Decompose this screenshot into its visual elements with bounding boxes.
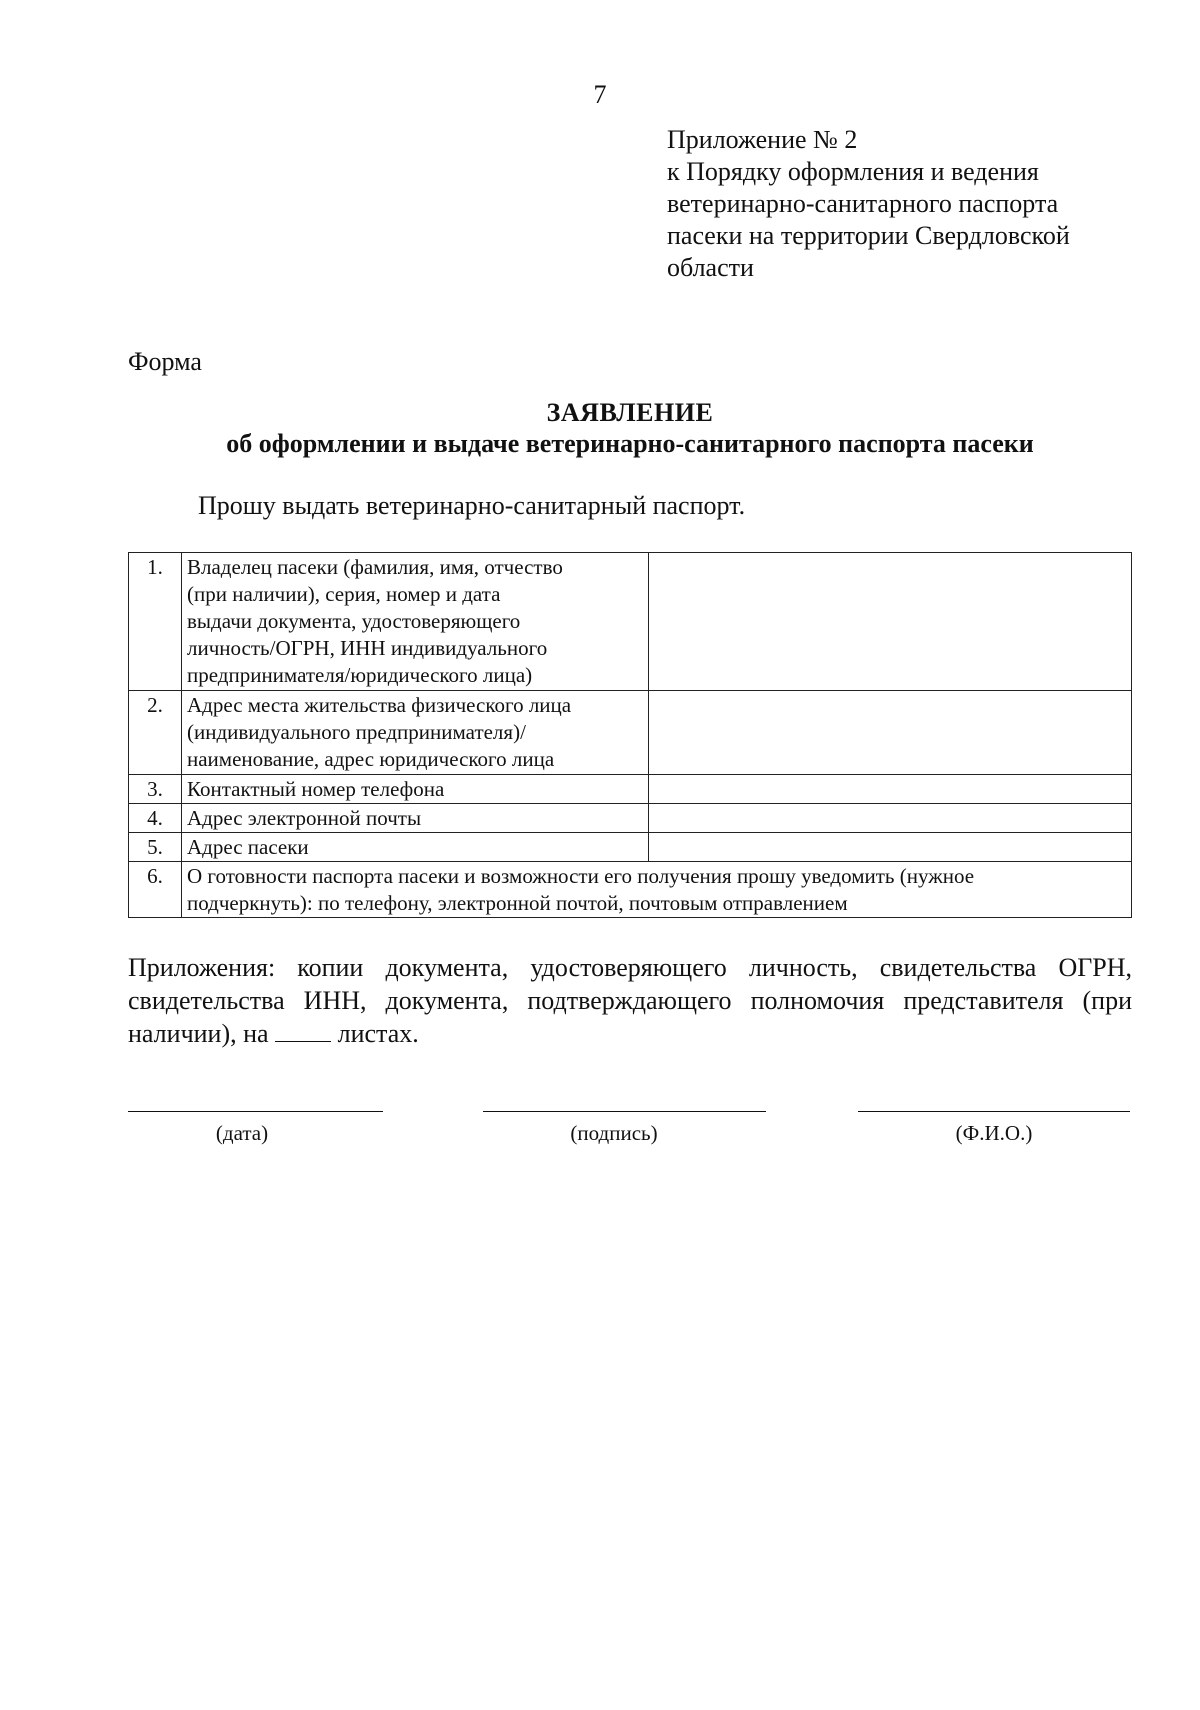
row-label-line: выдачи документа, удостоверяющего <box>187 609 521 633</box>
row-label <box>182 691 649 775</box>
application-table <box>128 552 1132 918</box>
row-label-line: О готовности паспорта пасеки и возможности его получения прошу уведомить (нужное <box>187 864 975 888</box>
appendix-line: ветеринарно-санитарного паспорта <box>667 189 1059 218</box>
name-line[interactable] <box>858 1111 1130 1112</box>
name-label: (Ф.И.О.) <box>955 1121 1033 1145</box>
row-label <box>182 775 649 804</box>
row-number: 1. <box>129 553 182 691</box>
row-label <box>182 833 649 862</box>
phone-value-cell[interactable] <box>649 775 1132 804</box>
row-label-line: Контактный номер телефона <box>187 777 445 801</box>
table-row <box>129 775 1132 804</box>
row-number: 4. <box>129 804 182 833</box>
row-label-line: (при наличии), серия, номер и дата <box>187 582 501 606</box>
row-label-line: Адрес места жительства физического лица <box>187 693 572 717</box>
row-label-line: Адрес пасеки <box>187 835 309 859</box>
row-label-line: предпринимателя/юридического лица) <box>187 663 533 687</box>
notification-method-cell <box>182 862 1132 918</box>
date-label: (дата) <box>215 1121 269 1145</box>
row-label-line: (индивидуального предпринимателя)/ <box>187 720 526 744</box>
row-label-line: наименование, адрес юридического лица <box>187 747 555 771</box>
appendix-line: области <box>667 253 754 282</box>
attachments-paragraph <box>128 951 1132 1050</box>
attachments-text-end: листах. <box>331 1019 419 1048</box>
signature-line[interactable] <box>483 1111 766 1112</box>
row-label-line: подчеркнуть): по телефону, электронной почтой, почтовым отправлением <box>187 891 848 915</box>
attachments-text: Приложения: копии документа, удостоверяющего личность, свидетельства ОГРН, свидетельства ИНН, документа, подтверждающего полномочия представителя (при наличии), на <box>128 953 1132 1048</box>
signature-label: (подпись) <box>570 1121 658 1145</box>
row-number: 3. <box>129 775 182 804</box>
appendix-line: Приложение № 2 <box>667 125 858 154</box>
table-row <box>129 862 1132 918</box>
row-number: 5. <box>129 833 182 862</box>
sheet-count-blank[interactable] <box>275 1019 331 1042</box>
row-label-line: личность/ОГРН, ИНН индивидуального <box>187 636 548 660</box>
appendix-line: к Порядку оформления и ведения <box>667 157 1039 186</box>
appendix-line: пасеки на территории Свердловской <box>667 221 1070 250</box>
request-text: Прошу выдать ветеринарно-санитарный паспорт. <box>198 491 746 520</box>
document-title: ЗАЯВЛЕНИЕ <box>546 398 714 427</box>
table-row <box>129 553 1132 691</box>
address-value-cell[interactable] <box>649 691 1132 775</box>
email-value-cell[interactable] <box>649 804 1132 833</box>
apiary-address-value-cell[interactable] <box>649 833 1132 862</box>
appendix-header <box>667 124 1147 284</box>
row-number: 6. <box>129 862 182 918</box>
table-row <box>129 833 1132 862</box>
row-label-line: Владелец пасеки (фамилия, имя, отчество <box>187 555 563 579</box>
row-label-line: Адрес электронной почты <box>187 806 422 830</box>
row-label <box>182 553 649 691</box>
page-number: 7 <box>593 80 607 109</box>
owner-value-cell[interactable] <box>649 553 1132 691</box>
form-label: Форма <box>128 347 202 376</box>
document-subtitle: об оформлении и выдаче ветеринарно-санитарного паспорта пасеки <box>226 429 1034 458</box>
date-line[interactable] <box>128 1111 383 1112</box>
table-row <box>129 804 1132 833</box>
row-label <box>182 804 649 833</box>
row-number: 2. <box>129 691 182 775</box>
table-row <box>129 691 1132 775</box>
